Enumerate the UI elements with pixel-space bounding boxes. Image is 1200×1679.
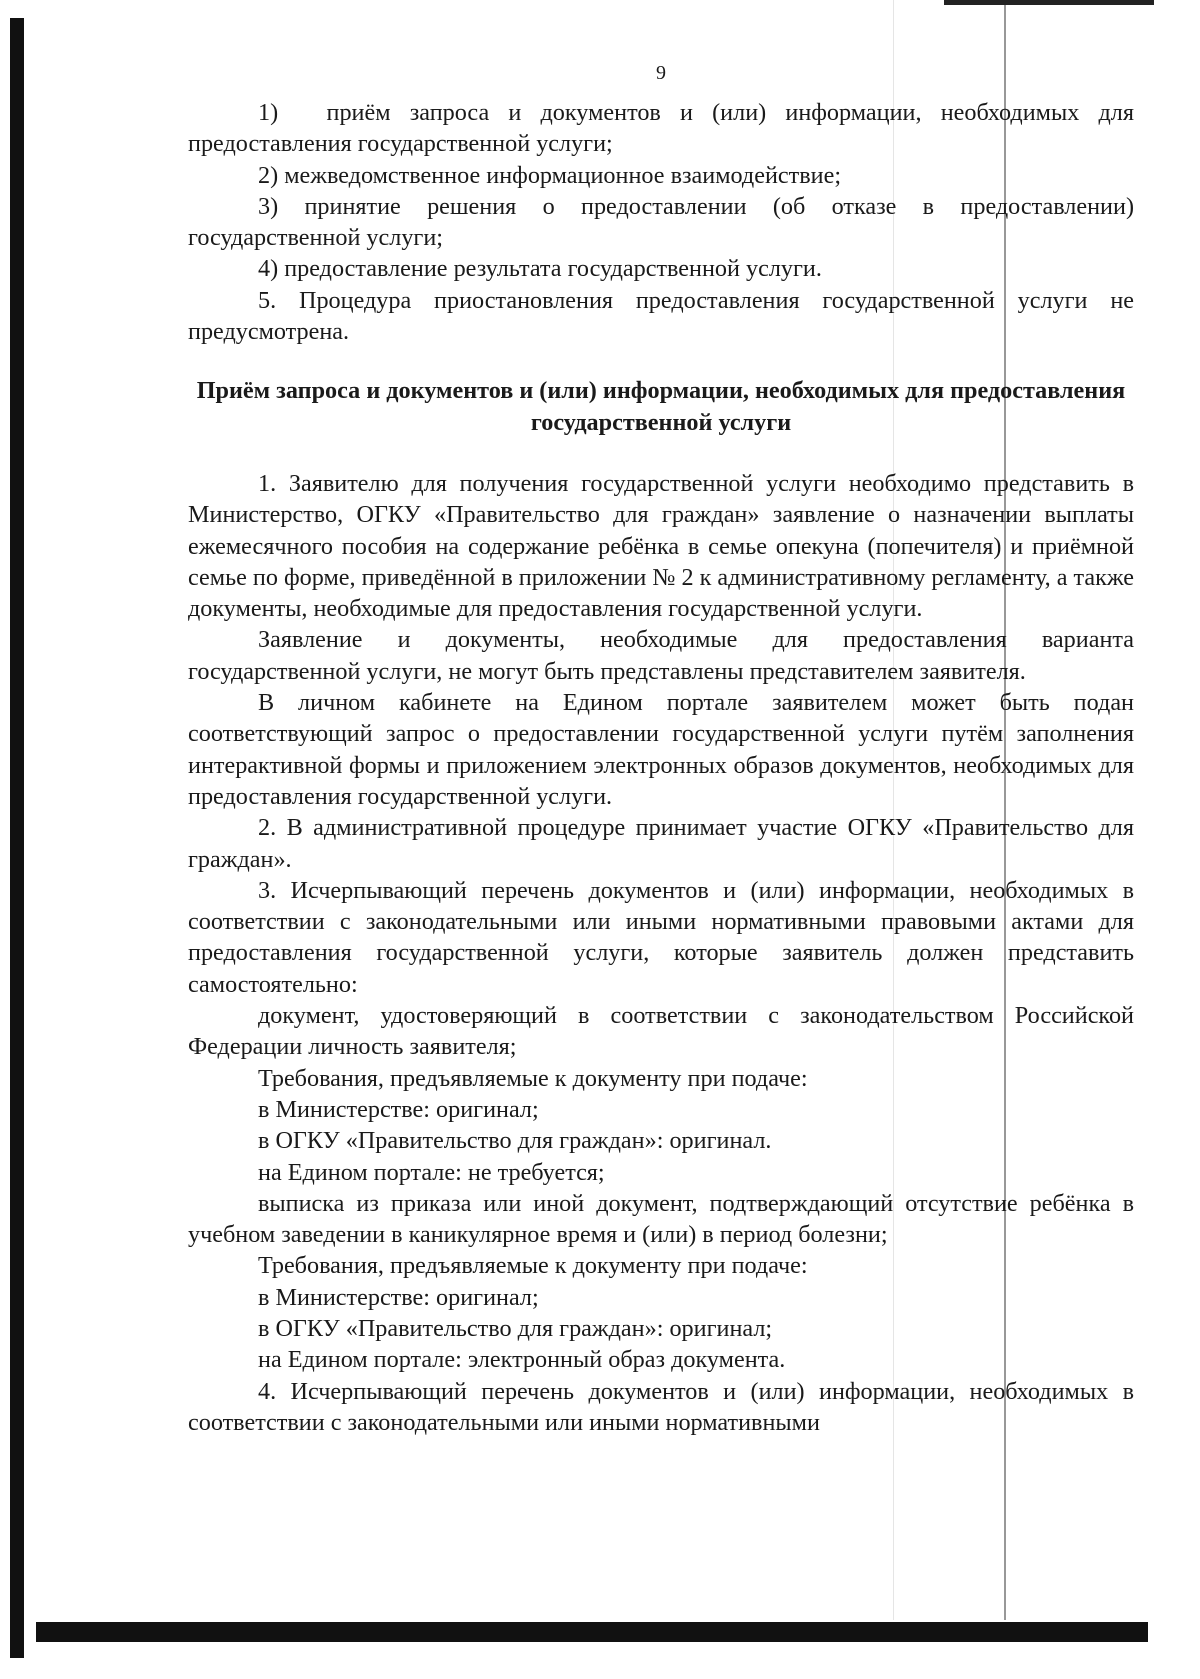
- paragraph-ministry-1: в Министерстве: оригинал;: [258, 1095, 539, 1123]
- paragraph-list-item-4: 4) предоставление результата государственной услуги.: [258, 255, 822, 283]
- paragraph-extract-order: выписка из приказа или иной документ, подтверждающий отсутствие ребёнка в учебном заведении в каникулярное время и (или) в период болезни;: [188, 1189, 1134, 1249]
- paragraph-representative: Заявление и документы, необходимые для предоставления варианта государственной услуги, не могут быть представлены представителем заявителя.: [188, 626, 1134, 685]
- paragraph-item-2: 2. В административной процедуре принимает участие ОГКУ «Правительство для граждан».: [188, 814, 1134, 873]
- paragraph-requirements-1: Требования, предъявляемые к документу при подаче:: [258, 1064, 808, 1092]
- paragraph-list-item-2: 2) межведомственное информационное взаимодействие;: [258, 161, 842, 189]
- paragraph-identity-document: документ, удостоверяющий в соответствии с законодательством Российской Федерации личность заявителя;: [188, 1002, 1134, 1061]
- paragraph-portal-2: на Едином портале: электронный образ документа.: [258, 1346, 786, 1374]
- page-number: 9: [656, 62, 666, 84]
- paragraph-item-1: 1. Заявителю для получения государственной услуги необходимо представить в Министерство, ОГКУ «Правительство для граждан» заявление о назначении выплаты ежемесячного пособия на содержание ребёнка в семье опекуна (попечителя) и приёмной семье по форме, приведённой в приложении № 2 к административному регламенту, а также документы, необходимые для предоставления государственной услуги.: [188, 469, 1134, 623]
- document-page: [188, 62, 1134, 1438]
- paragraph-ogku-2: в ОГКУ «Правительство для граждан»: оригинал;: [258, 1314, 773, 1342]
- paragraph-item-4: 4. Исчерпывающий перечень документов и (или) информации, необходимых в соответствии с законодательными или иными нормативными: [188, 1377, 1134, 1436]
- scan-edge-left: [10, 18, 24, 1658]
- paragraph-item-3: 3. Исчерпывающий перечень документов и (или) информации, необходимых в соответствии с законодательными или иными нормативными правовыми актами для предоставления государственной услуги, которые заявитель должен представить самостоятельно:: [188, 876, 1134, 998]
- scan-edge-top: [944, 0, 1154, 5]
- paragraph-item-5: 5. Процедура приостановления предоставления государственной услуги не предусмотрена.: [188, 286, 1134, 346]
- paragraph-requirements-2: Требования, предъявляемые к документу при подаче:: [258, 1252, 808, 1280]
- paragraph-portal: В личном кабинете на Едином портале заявителем может быть подан соответствующий запрос о предоставлении государственной услуги путём заполнения интерактивной формы и приложением электронных образов документов, необходимых для предоставления государственной услуги.: [188, 689, 1134, 810]
- paragraph-ministry-2: в Министерстве: оригинал;: [258, 1283, 539, 1311]
- paragraph-list-item-1: 1) приём запроса и документов и (или) информации, необходимых для предоставления государственной услуги;: [188, 99, 1134, 158]
- paragraph-portal-1: на Едином портале: не требуется;: [258, 1158, 605, 1186]
- paragraph-list-item-3: 3) принятие решения о предоставлении (об отказе в предоставлении) государственной услуги;: [188, 192, 1134, 252]
- paragraph-ogku-1: в ОГКУ «Правительство для граждан»: оригинал.: [258, 1127, 772, 1155]
- scan-edge-bottom: [36, 1622, 1148, 1642]
- section-heading: Приём запроса и документов и (или) информации, необходимых для предоставления государственной услуги: [196, 377, 1126, 436]
